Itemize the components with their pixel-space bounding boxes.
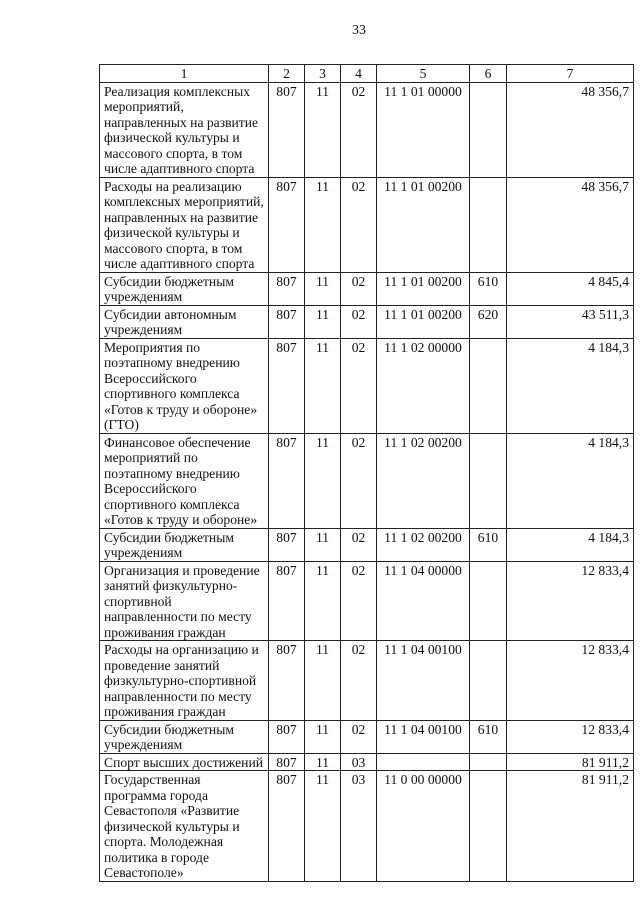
page-number: 33 [352, 23, 366, 38]
row-target-cell: 11 1 01 00200 [377, 305, 470, 338]
row-amount-cell: 81 911,2 [507, 753, 634, 771]
table-header-row [100, 65, 634, 83]
column-header: 6 [470, 65, 507, 83]
table-row [100, 338, 634, 433]
row-expense-type-cell [470, 433, 507, 528]
row-amount-cell: 4 184,3 [507, 528, 634, 561]
row-amount-cell: 48 356,7 [507, 177, 634, 272]
row-subsection-cell: 02 [341, 82, 377, 177]
row-expense-type-cell [470, 753, 507, 771]
row-ministry-cell: 807 [269, 720, 305, 753]
row-expense-type-cell [470, 641, 507, 721]
row-name-cell: Спорт высших достижений [100, 753, 269, 771]
budget-table [99, 64, 634, 882]
row-expense-type-cell: 610 [470, 272, 507, 305]
row-target-cell: 11 0 00 00000 [377, 771, 470, 882]
row-target-cell: 11 1 01 00200 [377, 272, 470, 305]
row-amount-cell: 43 511,3 [507, 305, 634, 338]
row-expense-type-cell [470, 82, 507, 177]
row-subsection-cell: 02 [341, 272, 377, 305]
row-name-cell: Расходы на реализацию комплексных мероприятий, направленных на развитие физической культуры и массового спорта, в том числе адаптивного спорта [100, 177, 269, 272]
row-subsection-cell: 02 [341, 561, 377, 641]
row-subsection-cell: 02 [341, 528, 377, 561]
row-subsection-cell: 02 [341, 305, 377, 338]
row-target-cell [377, 753, 470, 771]
column-header: 4 [341, 65, 377, 83]
row-target-cell: 11 1 04 00100 [377, 641, 470, 721]
column-header: 7 [507, 65, 634, 83]
column-header: 1 [100, 65, 269, 83]
row-section-cell: 11 [305, 177, 341, 272]
row-section-cell: 11 [305, 771, 341, 882]
column-header: 2 [269, 65, 305, 83]
row-name-cell: Субсидии бюджетным учреждениям [100, 720, 269, 753]
row-subsection-cell: 02 [341, 177, 377, 272]
table-row [100, 528, 634, 561]
column-header: 3 [305, 65, 341, 83]
row-ministry-cell: 807 [269, 753, 305, 771]
row-ministry-cell: 807 [269, 433, 305, 528]
row-ministry-cell: 807 [269, 528, 305, 561]
table-row [100, 305, 634, 338]
row-subsection-cell: 02 [341, 720, 377, 753]
table-row [100, 433, 634, 528]
row-expense-type-cell: 620 [470, 305, 507, 338]
row-name-cell: Субсидии бюджетным учреждениям [100, 272, 269, 305]
table-row [100, 771, 634, 882]
row-target-cell: 11 1 01 00000 [377, 82, 470, 177]
row-ministry-cell: 807 [269, 272, 305, 305]
row-ministry-cell: 807 [269, 177, 305, 272]
row-amount-cell: 4 845,4 [507, 272, 634, 305]
row-expense-type-cell [470, 177, 507, 272]
row-name-cell: Реализация комплексных мероприятий, направленных на развитие физической культуры и массового спорта, в том числе адаптивного спорта [100, 82, 269, 177]
row-amount-cell: 12 833,4 [507, 561, 634, 641]
row-section-cell: 11 [305, 82, 341, 177]
row-amount-cell: 48 356,7 [507, 82, 634, 177]
row-subsection-cell: 02 [341, 338, 377, 433]
row-amount-cell: 4 184,3 [507, 433, 634, 528]
row-section-cell: 11 [305, 272, 341, 305]
row-ministry-cell: 807 [269, 338, 305, 433]
row-section-cell: 11 [305, 641, 341, 721]
row-subsection-cell: 02 [341, 641, 377, 721]
row-target-cell: 11 1 04 00000 [377, 561, 470, 641]
table-row [100, 561, 634, 641]
row-ministry-cell: 807 [269, 561, 305, 641]
row-name-cell: Субсидии автономным учреждениям [100, 305, 269, 338]
row-ministry-cell: 807 [269, 82, 305, 177]
row-name-cell: Мероприятия по поэтапному внедрению Всероссийского спортивного комплекса «Готов к труду и обороне» (ГТО) [100, 338, 269, 433]
row-target-cell: 11 1 04 00100 [377, 720, 470, 753]
row-target-cell: 11 1 02 00200 [377, 528, 470, 561]
row-amount-cell: 12 833,4 [507, 641, 634, 721]
row-target-cell: 11 1 02 00000 [377, 338, 470, 433]
column-header: 5 [377, 65, 470, 83]
row-section-cell: 11 [305, 305, 341, 338]
row-ministry-cell: 807 [269, 305, 305, 338]
table-row [100, 753, 634, 771]
row-subsection-cell: 03 [341, 771, 377, 882]
table-row [100, 641, 634, 721]
row-subsection-cell: 02 [341, 433, 377, 528]
row-amount-cell: 4 184,3 [507, 338, 634, 433]
row-name-cell: Субсидии бюджетным учреждениям [100, 528, 269, 561]
row-name-cell: Финансовое обеспечение мероприятий по поэтапному внедрению Всероссийского спортивного комплекса «Готов к труду и обороне» [100, 433, 269, 528]
row-subsection-cell: 03 [341, 753, 377, 771]
table-row [100, 272, 634, 305]
row-name-cell: Организация и проведение занятий физкультурно-спортивной направленности по месту проживания граждан [100, 561, 269, 641]
table-row [100, 82, 634, 177]
row-section-cell: 11 [305, 338, 341, 433]
row-name-cell: Государственная программа города Севастополя «Развитие физической культуры и спорта. Молодежная политика в городе Севастополе» [100, 771, 269, 882]
row-amount-cell: 12 833,4 [507, 720, 634, 753]
row-target-cell: 11 1 02 00200 [377, 433, 470, 528]
row-section-cell: 11 [305, 528, 341, 561]
row-target-cell: 11 1 01 00200 [377, 177, 470, 272]
table-row [100, 720, 634, 753]
row-expense-type-cell [470, 771, 507, 882]
row-expense-type-cell: 610 [470, 528, 507, 561]
row-expense-type-cell: 610 [470, 720, 507, 753]
row-expense-type-cell [470, 338, 507, 433]
row-section-cell: 11 [305, 433, 341, 528]
row-expense-type-cell [470, 561, 507, 641]
row-section-cell: 11 [305, 720, 341, 753]
table-row [100, 177, 634, 272]
row-amount-cell: 81 911,2 [507, 771, 634, 882]
row-section-cell: 11 [305, 753, 341, 771]
row-name-cell: Расходы на организацию и проведение занятий физкультурно-спортивной направленности по месту проживания граждан [100, 641, 269, 721]
row-section-cell: 11 [305, 561, 341, 641]
row-ministry-cell: 807 [269, 771, 305, 882]
row-ministry-cell: 807 [269, 641, 305, 721]
